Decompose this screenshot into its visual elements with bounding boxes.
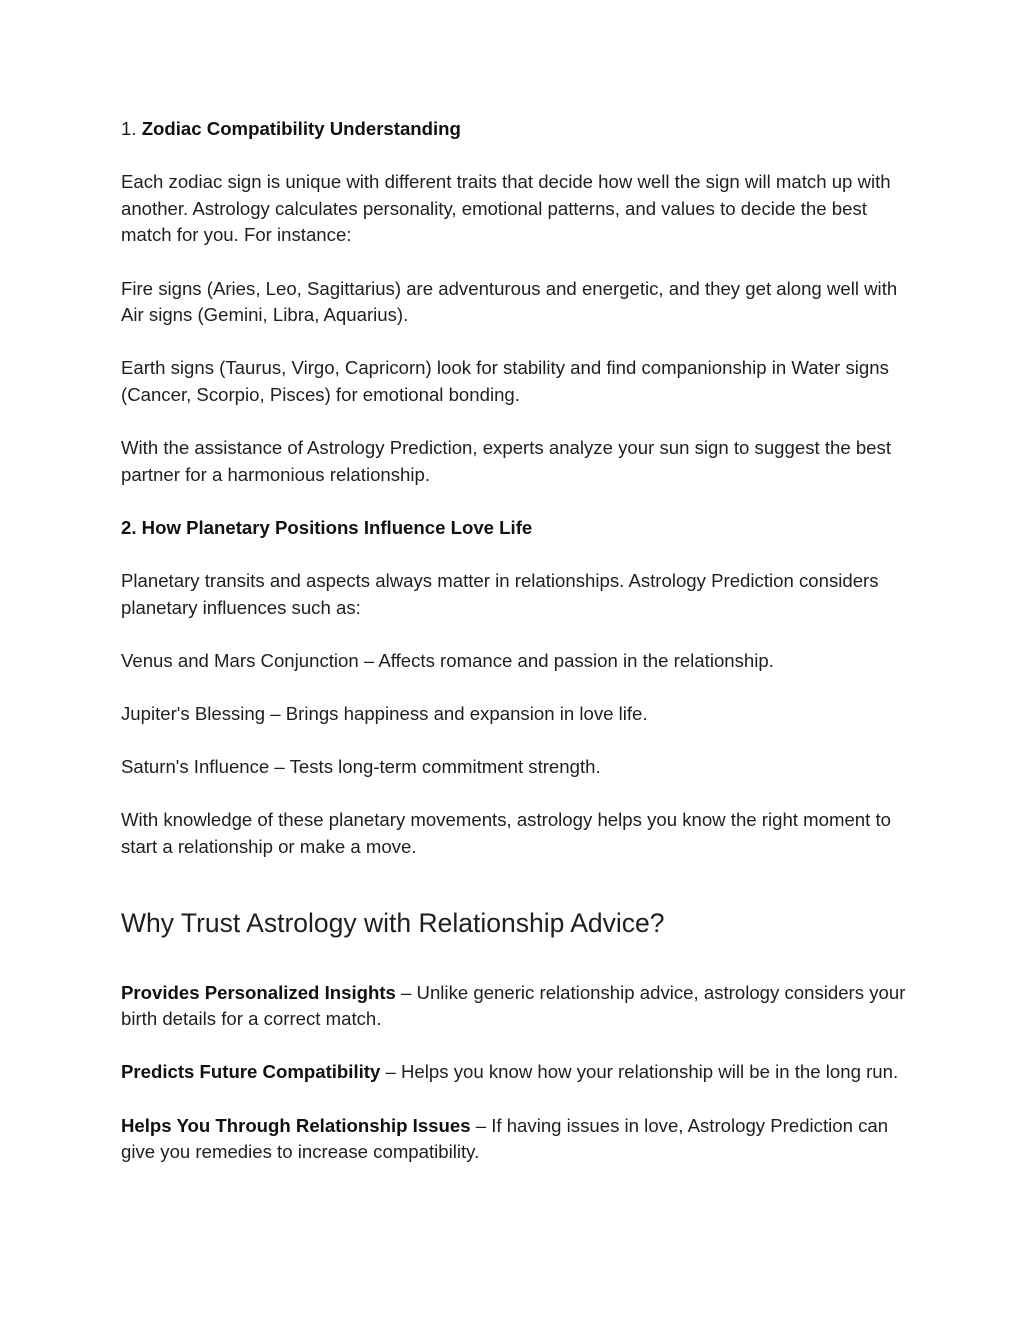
why-trust-heading: Why Trust Astrology with Relationship Advice? — [121, 907, 665, 938]
why-item-text: – Helps you know how your relationship will be in the long run. — [380, 1061, 899, 1083]
why-item-text: – Unlike generic relationship advice, astrology considers your birth details for a correct match. — [121, 981, 906, 1030]
why-item-title: Helps You Through Relationship Issues — [121, 1114, 471, 1136]
fire-signs-paragraph: Fire signs (Aries, Leo, Sagittarius) are adventurous and energetic, and they get along well with Air signs (Gemini, Libra, Aquarius). — [121, 277, 898, 326]
why-item-title: Provides Personalized Insights — [121, 981, 396, 1003]
section2-heading — [121, 515, 911, 542]
section2-intro: Planetary transits and aspects always matter in relationships. Astrology Prediction considers planetary influences such as: — [121, 570, 879, 618]
why-item-issues — [121, 1113, 911, 1166]
section1-number: 1. — [121, 118, 142, 139]
why-item-text: – If having issues in love, Astrology Prediction can give you remedies to increase compatibility. — [121, 1114, 889, 1163]
section2-title: 2. How Planetary Positions Influence Love Life — [121, 516, 533, 538]
why-item-title: Predicts Future Compatibility — [121, 1061, 381, 1083]
section1-closing: With the assistance of Astrology Prediction, experts analyze your sun sign to suggest the best partner for a harmonious relationship. — [121, 437, 891, 485]
jupiter-paragraph: Jupiter's Blessing – Brings happiness and expansion in love life. — [121, 703, 648, 725]
why-item-future — [121, 1059, 911, 1086]
section2-closing: With knowledge of these planetary movements, astrology helps you know the right moment to start a relationship or make a move. — [121, 809, 891, 858]
earth-signs-paragraph: Earth signs (Taurus, Virgo, Capricorn) look for stability and find companionship in Water signs (Cancer, Scorpio, Pisces) for emotional bonding. — [121, 357, 889, 405]
section1-heading — [121, 116, 911, 143]
saturn-paragraph: Saturn's Influence – Tests long-term commitment strength. — [121, 756, 601, 778]
why-item-personalized — [121, 980, 911, 1033]
document-page — [121, 116, 911, 1166]
venus-mars-paragraph: Venus and Mars Conjunction – Affects romance and passion in the relationship. — [121, 649, 774, 671]
section1-title: Zodiac Compatibility Understanding — [141, 118, 461, 139]
section1-intro: Each zodiac sign is unique with different traits that decide how well the sign will match up with another. Astrology calculates personality, emotional patterns, and values to decide the best match for you. For instance: — [121, 171, 891, 246]
